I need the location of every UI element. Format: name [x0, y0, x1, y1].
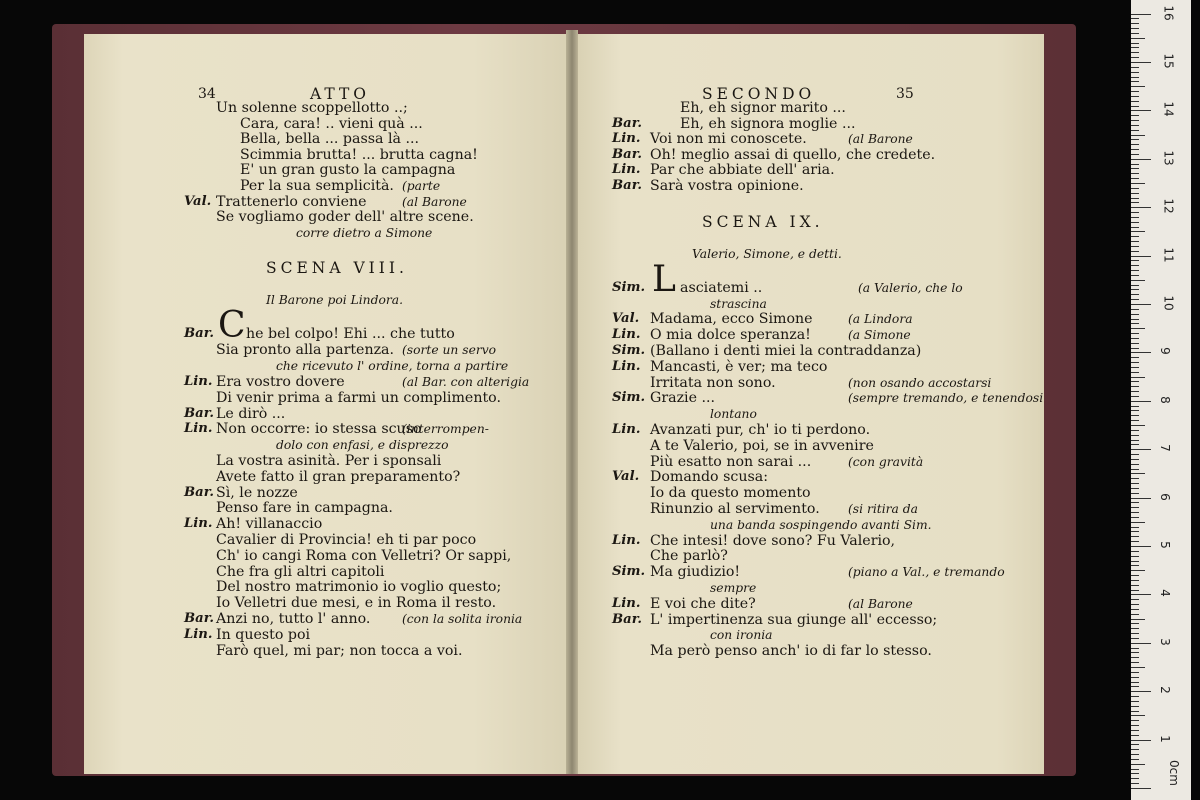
ruler-tick [1131, 38, 1145, 39]
ruler-tick [1131, 260, 1139, 261]
ruler-tick [1131, 110, 1151, 111]
ruler-tick [1131, 47, 1139, 48]
ruler-tick [1131, 662, 1139, 663]
verse-line: Ch' io cangi Roma con Velletri? Or sappi, [216, 547, 512, 564]
ruler-tick [1131, 594, 1151, 595]
verse-line: Ma giudizio! [650, 564, 741, 581]
speaker-label: Bar. [184, 611, 215, 626]
scene-title: SCENA IX. [702, 212, 824, 231]
ruler-number: 15 [1161, 53, 1176, 69]
verse-line: Io Velletri due mesi, e in Roma il resto. [216, 595, 497, 612]
ruler-tick [1131, 304, 1151, 305]
ruler-number: 8 [1157, 395, 1172, 404]
speaker-label: Bar. [612, 146, 643, 162]
speaker-label: Lin. [184, 516, 213, 532]
verse-line: Irritata non sono. [650, 374, 776, 391]
speaker-label: Sim. [612, 343, 646, 358]
ruler-tick [1131, 62, 1151, 63]
stage-direction: (piano a Val., e tremando [848, 565, 1005, 580]
ruler-tick [1131, 246, 1139, 247]
verse-line: La vostra asinità. Per i sponsali [216, 453, 442, 469]
ruler-tick [1131, 711, 1139, 712]
speaker-label: Lin. [184, 421, 213, 437]
ruler-tick [1131, 580, 1139, 581]
ruler-number: 12 [1161, 198, 1176, 214]
ruler-tick [1131, 730, 1139, 731]
stage-direction: (a Lindora [848, 312, 913, 327]
ruler-tick [1131, 188, 1139, 189]
ruler-tick [1131, 633, 1139, 634]
book-gutter [566, 30, 578, 774]
verse-line: Grazie ... [650, 390, 716, 407]
ruler-tick [1131, 367, 1139, 368]
verse-line: L' impertinenza sua giunge all' eccesso; [650, 611, 938, 628]
stage-direction: lontano [710, 407, 757, 422]
stage-direction: (con la solita ironia [402, 612, 523, 626]
page-number: 34 [198, 86, 216, 102]
ruler-tick [1131, 590, 1139, 591]
ruler-number: 13 [1161, 150, 1176, 166]
stage-direction: che ricevuto l' ordine, torna a partire [276, 359, 509, 374]
speaker-label: Lin. [612, 162, 641, 178]
ruler-tick [1131, 173, 1139, 174]
ruler-tick [1131, 444, 1139, 445]
speaker-label: Val. [612, 311, 640, 327]
ruler-tick [1131, 202, 1139, 203]
ruler-number: 5 [1157, 541, 1172, 549]
ruler-tick [1131, 541, 1139, 542]
drop-cap: C [218, 305, 246, 347]
verse-line: (Ballano i denti miei la contraddanza) [650, 343, 922, 359]
speaker-label: Sim. [612, 564, 646, 580]
speaker-label: Val. [184, 193, 212, 209]
stage-direction: una banda sospingendo avanti Sim. [710, 517, 932, 532]
ruler-tick [1131, 498, 1151, 499]
ruler-number: 14 [1161, 101, 1176, 118]
scene-cast: Valerio, Simone, e detti. [692, 246, 842, 261]
ruler-tick [1131, 72, 1139, 73]
stage-direction: (al Barone [848, 132, 913, 147]
stage-direction: (al Bar. con alterigia [402, 375, 530, 389]
verse-line: Non occorre: io stessa scuso [216, 421, 422, 438]
verse-line: Sì, le nozze [216, 484, 298, 501]
ruler-tick [1131, 323, 1139, 324]
scene-cast: Il Barone poi Lindora. [266, 293, 403, 308]
verse-line: O mia dolce speranza! [650, 327, 811, 344]
verse-line: E' un gran gusto la campagna [240, 162, 456, 179]
ruler-tick [1131, 599, 1139, 600]
ruler-tick [1131, 77, 1139, 78]
ruler-tick [1131, 193, 1139, 194]
ruler-tick [1131, 570, 1145, 571]
speaker-label: Lin. [612, 131, 641, 147]
stage-direction: (con gravità [848, 454, 924, 469]
ruler-tick [1131, 667, 1145, 668]
ruler-tick [1131, 459, 1139, 460]
verse-line: Le dirò ... [216, 405, 286, 422]
ruler-number: 6 [1157, 492, 1172, 501]
ruler-tick [1131, 696, 1139, 697]
ruler-tick [1131, 464, 1139, 465]
stage-direction: (non osando accostarsi [848, 375, 992, 390]
ruler-tick [1131, 473, 1145, 474]
verse-line: he bel colpo! Ehi ... che tutto [246, 326, 455, 343]
speaker-label: Bar. [184, 326, 215, 342]
ruler-number: 2 [1157, 686, 1172, 695]
ruler-tick [1131, 386, 1139, 387]
ruler-tick [1131, 740, 1151, 741]
ruler-tick [1131, 357, 1139, 358]
ruler-tick [1131, 280, 1145, 281]
ruler-tick [1131, 493, 1139, 494]
verse-line: Sarà vostra opinione. [650, 178, 804, 194]
verse-line: Che fra gli altri capitoli [216, 563, 385, 580]
running-head: SECONDO [702, 85, 816, 103]
ruler-tick [1131, 125, 1139, 126]
speaker-label: Lin. [184, 374, 213, 389]
verse-line: Anzi no, tutto l' anno. [216, 611, 371, 627]
ruler-tick [1131, 754, 1139, 755]
stage-direction: (sorte un servo [402, 343, 497, 358]
ruler-tick [1131, 686, 1139, 687]
ruler-tick [1131, 231, 1145, 232]
verse-line: Madama, ecco Simone [650, 311, 813, 328]
ruler-tick [1131, 130, 1139, 131]
ruler-tick [1131, 207, 1151, 208]
verse-line: Per la sua semplicità. [240, 178, 394, 194]
ruler-tick [1131, 420, 1139, 421]
verse-line: Ma però penso anch' io di far lo stesso. [650, 643, 932, 660]
ruler-tick [1131, 440, 1139, 441]
ruler-tick [1131, 314, 1139, 315]
ruler-tick [1131, 285, 1139, 286]
ruler-tick [1131, 527, 1139, 528]
ruler-tick [1131, 217, 1139, 218]
verse-line: Trattenerlo conviene [216, 193, 367, 210]
stage-direction: (a Simone [848, 328, 911, 343]
ruler-tick [1131, 333, 1139, 334]
ruler-tick [1131, 720, 1139, 721]
ruler-tick [1131, 183, 1145, 184]
verse-line: Oh! meglio assai di quello, che credete. [650, 146, 936, 163]
ruler-tick [1131, 299, 1139, 300]
stage-direction: dolo con enfasi, e disprezzo [276, 438, 449, 453]
ruler-tick [1131, 425, 1145, 426]
ruler-number: 10 [1161, 295, 1176, 311]
ruler-tick [1131, 773, 1139, 774]
verse-line: Scimmia brutta! ... brutta cagna! [240, 146, 478, 163]
ruler-tick [1131, 81, 1139, 82]
speaker-label: Lin. [612, 532, 641, 548]
ruler-tick [1131, 512, 1139, 513]
ruler-tick [1131, 391, 1139, 392]
ruler-tick [1131, 517, 1139, 518]
stage-direction: strascina [710, 296, 767, 311]
stage-direction: sempre [710, 581, 757, 595]
ruler-tick [1131, 551, 1139, 552]
ruler-tick [1131, 241, 1139, 242]
ruler-tick [1131, 348, 1139, 349]
ruler-tick [1131, 168, 1139, 169]
ruler-tick [1131, 628, 1139, 629]
ruler-tick [1131, 154, 1139, 155]
verse-line: Se vogliamo goder dell' altre scene. [216, 209, 474, 226]
ruler-tick [1131, 638, 1139, 639]
ruler-tick [1131, 585, 1139, 586]
ruler-tick [1131, 609, 1139, 610]
speaker-label: Bar. [612, 178, 643, 193]
ruler-tick [1131, 377, 1145, 378]
verse-line: Ah! villanaccio [216, 516, 323, 533]
ruler-tick [1131, 265, 1139, 266]
verse-line: Cavalier di Provincia! eh ti par poco [216, 532, 477, 548]
verse-line: asciatemi .. [680, 279, 763, 296]
ruler-number: 3 [1157, 637, 1172, 646]
stage-direction: (interrompen- [402, 422, 489, 437]
ruler-tick [1131, 682, 1139, 683]
stage-direction: (si ritira da [848, 502, 918, 516]
verse-line: Mancasti, è ver; ma teco [650, 358, 828, 375]
ruler-tick [1131, 430, 1139, 431]
ruler-tick [1131, 623, 1139, 624]
ruler-tick [1131, 270, 1139, 271]
left-page [84, 34, 570, 774]
ruler-tick [1131, 449, 1151, 450]
ruler-tick [1131, 764, 1145, 765]
verse-line: Cara, cara! .. vieni quà ... [240, 115, 423, 132]
ruler-tick [1131, 198, 1139, 199]
speaker-label: Bar. [184, 484, 215, 500]
ruler-tick [1131, 706, 1139, 707]
speaker-label: Lin. [184, 626, 213, 642]
stage-direction: corre dietro a Simone [296, 225, 433, 240]
ruler-tick [1131, 164, 1139, 165]
running-head: ATTO [310, 85, 371, 103]
ruler-tick [1131, 657, 1139, 658]
ruler-tick [1131, 57, 1139, 58]
ruler-tick [1131, 328, 1145, 329]
verse-line: Che parlò? [650, 548, 728, 565]
ruler-number: 9 [1157, 347, 1172, 356]
ruler-tick [1131, 614, 1139, 615]
ruler-tick [1131, 410, 1139, 411]
ruler-tick [1131, 91, 1139, 92]
measurement-ruler [1131, 0, 1191, 800]
verse-line: Io da questo momento [650, 485, 811, 502]
ruler-tick [1131, 478, 1139, 479]
ruler-tick [1131, 178, 1139, 179]
ruler-tick [1131, 338, 1139, 339]
ruler-tick [1131, 222, 1139, 223]
stage-direction: (parte [402, 179, 441, 193]
ruler-tick [1131, 744, 1139, 745]
ruler-tick [1131, 536, 1139, 537]
speaker-label: Val. [612, 469, 640, 485]
ruler-tick [1131, 415, 1139, 416]
ruler-tick [1131, 144, 1139, 145]
verse-line: Avanzati pur, ch' io ti perdono. [650, 422, 871, 438]
speaker-label: Sim. [612, 390, 646, 406]
ruler-tick [1131, 67, 1139, 68]
ruler-tick [1131, 691, 1151, 692]
speaker-label: Bar. [612, 611, 643, 627]
verse-line: Che intesi! dove sono? Fu Valerio, [650, 532, 896, 549]
ruler-tick [1131, 343, 1139, 344]
ruler-tick [1131, 33, 1139, 34]
ruler-tick [1131, 18, 1139, 19]
verse-line: In questo poi [216, 626, 311, 643]
ruler-tick [1131, 14, 1151, 15]
ruler-tick [1131, 749, 1139, 750]
verse-line: Rinunzio al servimento. [650, 501, 820, 517]
ruler-tick [1131, 769, 1139, 770]
ruler-number: 4 [1157, 589, 1172, 598]
ruler-tick [1131, 401, 1151, 402]
ruler-tick [1131, 96, 1139, 97]
ruler-number: 1 [1157, 734, 1172, 743]
verse-line: Domando scusa: [650, 469, 768, 486]
ruler-tick [1131, 23, 1139, 24]
ruler-tick [1131, 783, 1139, 784]
ruler-tick [1131, 294, 1139, 295]
ruler-tick [1131, 778, 1139, 779]
drop-cap: L [652, 258, 676, 300]
ruler-tick [1131, 212, 1139, 213]
stage-direction: (a Valerio, che lo [858, 280, 963, 295]
ruler-tick [1131, 604, 1139, 605]
ruler-tick [1131, 488, 1139, 489]
ruler-tick [1131, 52, 1139, 53]
ruler-tick [1131, 275, 1139, 276]
ruler-tick [1131, 502, 1139, 503]
verse-line: Un solenne scoppellotto ..; [216, 100, 408, 116]
ruler-tick [1131, 236, 1139, 237]
ruler-tick [1131, 469, 1139, 470]
ruler-tick [1131, 643, 1151, 644]
verse-line: Sia pronto alla partenza. [216, 342, 395, 359]
right-page [574, 34, 1044, 774]
speaker-label: Sim. [612, 279, 646, 295]
ruler-tick [1131, 735, 1139, 736]
verse-line: Di venir prima a farmi un complimento. [216, 389, 501, 406]
ruler-tick [1131, 396, 1139, 397]
ruler-tick [1131, 149, 1139, 150]
verse-line: Del nostro matrimonio io voglio questo; [216, 579, 502, 596]
stage-direction: con ironia [710, 628, 773, 643]
ruler-tick [1131, 28, 1139, 29]
verse-line: E voi che dite? [650, 595, 756, 612]
ruler-tick [1131, 256, 1151, 257]
speaker-label: Bar. [612, 115, 643, 131]
ruler-number: 16 [1161, 4, 1176, 21]
ruler-tick [1131, 319, 1139, 320]
ruler-tick [1131, 86, 1145, 87]
ruler-tick [1131, 120, 1139, 121]
ruler-tick [1131, 159, 1151, 160]
ruler-tick [1131, 139, 1139, 140]
ruler-tick [1131, 652, 1139, 653]
ruler-tick [1131, 565, 1139, 566]
ruler-tick [1131, 135, 1145, 136]
page-number: 35 [896, 86, 914, 102]
speaker-label: Lin. [612, 422, 641, 437]
ruler-tick [1131, 546, 1151, 547]
verse-line: Bella, bella ... passa là ... [240, 131, 420, 148]
ruler-tick [1131, 43, 1139, 44]
ruler-number: 11 [1161, 246, 1176, 263]
speaker-label: Lin. [612, 595, 641, 611]
verse-line: Penso fare in campagna. [216, 500, 393, 517]
ruler-tick [1131, 556, 1139, 557]
verse-line: Avete fatto il gran preparamento? [216, 468, 461, 485]
stage-direction: (al Barone [848, 596, 913, 611]
verse-line: A te Valerio, poi, se in avvenire [650, 437, 874, 454]
ruler-tick [1131, 725, 1139, 726]
ruler-tick [1131, 619, 1145, 620]
ruler-tick [1131, 251, 1139, 252]
verse-line: Par che abbiate dell' aria. [650, 162, 835, 179]
ruler-tick [1131, 531, 1139, 532]
ruler-tick [1131, 289, 1139, 290]
stage-direction: (sempre tremando, e tenendosi [848, 391, 1044, 406]
ruler-tick [1131, 648, 1139, 649]
ruler-tick [1131, 701, 1139, 702]
ruler-tick [1131, 672, 1139, 673]
verse-line: Era vostro dovere [216, 374, 345, 390]
ruler-tick [1131, 406, 1139, 407]
ruler-tick [1131, 507, 1139, 508]
ruler-tick [1131, 101, 1139, 102]
ruler-tick [1131, 352, 1151, 353]
ruler-tick [1131, 788, 1151, 789]
ruler-tick [1131, 561, 1139, 562]
verse-line: Più esatto non sarai ... [650, 453, 812, 470]
ruler-tick [1131, 759, 1139, 760]
ruler-tick [1131, 677, 1139, 678]
ruler-tick [1131, 454, 1139, 455]
verse-line: Farò quel, mi par; non tocca a voi. [216, 642, 463, 659]
ruler-tick [1131, 435, 1139, 436]
ruler-tick [1131, 362, 1139, 363]
ruler-tick [1131, 381, 1139, 382]
speaker-label: Lin. [612, 358, 641, 374]
speaker-label: Bar. [184, 405, 215, 421]
ruler-tick [1131, 115, 1139, 116]
stage-direction: (al Barone [402, 194, 467, 209]
ruler-number: 7 [1157, 444, 1172, 453]
speaker-label: Lin. [612, 327, 641, 343]
ruler-tick [1131, 227, 1139, 228]
verse-line: Eh, eh signor marito ... [680, 100, 846, 116]
ruler-tick [1131, 575, 1139, 576]
verse-line: Eh, eh signora moglie ... [680, 115, 856, 132]
ruler-tick [1131, 372, 1139, 373]
ruler-tick [1131, 522, 1145, 523]
ruler-tick [1131, 309, 1139, 310]
scene-title: SCENA VIII. [266, 259, 408, 278]
ruler-tick [1131, 715, 1145, 716]
verse-line: Voi non mi conoscete. [650, 131, 807, 148]
ruler-tick [1131, 483, 1139, 484]
ruler-unit: 0cm [1166, 760, 1181, 786]
ruler-tick [1131, 106, 1139, 107]
